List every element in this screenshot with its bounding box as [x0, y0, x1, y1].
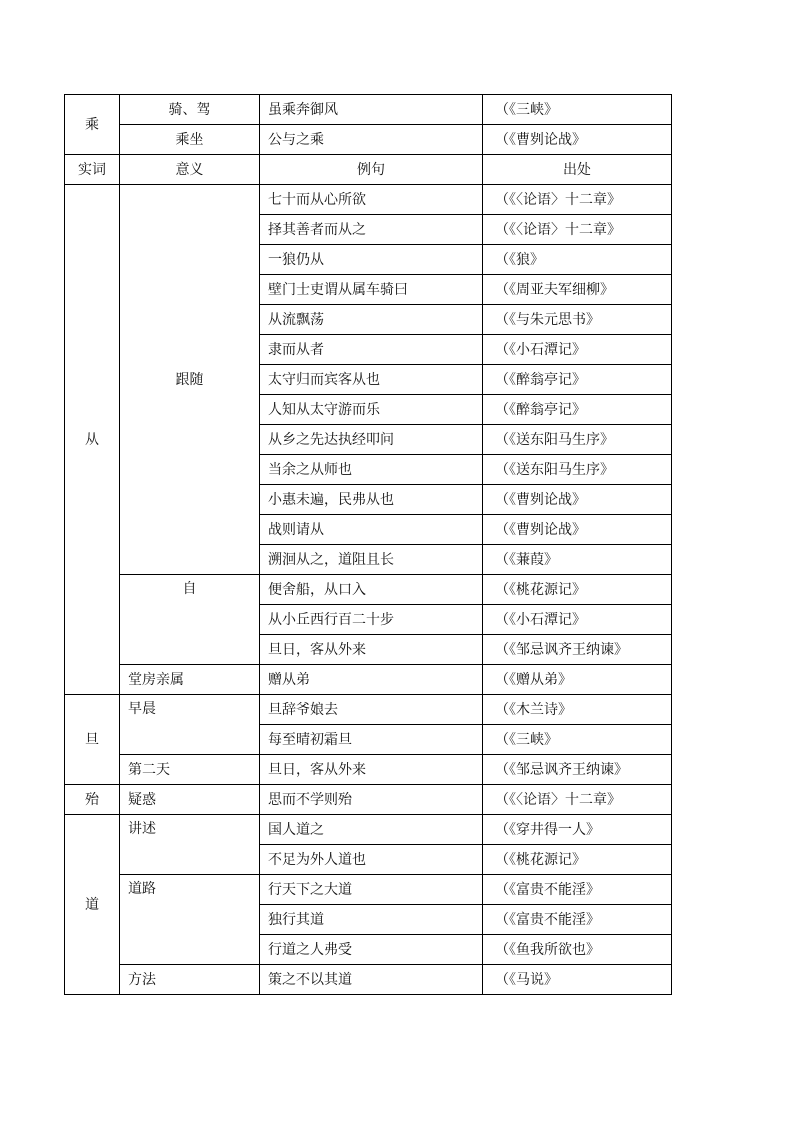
word-dao: 道	[65, 815, 120, 995]
example-cell: 行天下之大道	[260, 875, 483, 905]
meaning-cell: 疑惑	[120, 785, 260, 815]
source-cell: （《狼》	[483, 245, 672, 275]
meaning-cell: 方法	[120, 965, 260, 995]
example-cell: 七十而从心所欲	[260, 185, 483, 215]
example-cell: 战则请从	[260, 515, 483, 545]
table-row	[65, 575, 672, 605]
example-cell: 小惠未遍，民弗从也	[260, 485, 483, 515]
example-cell: 每至晴初霜旦	[260, 725, 483, 755]
meaning-cell: 自	[120, 575, 260, 665]
table-row	[65, 875, 672, 905]
source-cell: （《桃花源记》	[483, 575, 672, 605]
example-cell: 当余之从师也	[260, 455, 483, 485]
table-row	[65, 755, 672, 785]
header-source: 出处	[483, 155, 672, 185]
word-cheng: 乘	[65, 95, 120, 155]
source-cell: （《送东阳马生序》	[483, 425, 672, 455]
example-cell: 人知从太守游而乐	[260, 395, 483, 425]
source-cell: （《桃花源记》	[483, 845, 672, 875]
source-cell: （《〈论语〉十二章》	[483, 215, 672, 245]
source-cell: （《邹忌讽齐王纳谏》	[483, 635, 672, 665]
word-cong: 从	[65, 185, 120, 695]
source-cell: （《穿井得一人》	[483, 815, 672, 845]
meaning-cell: 讲述	[120, 815, 260, 875]
example-cell: 从乡之先达执经叩问	[260, 425, 483, 455]
source-cell: （《邹忌讽齐王纳谏》	[483, 755, 672, 785]
example-cell: 溯洄从之，道阻且长	[260, 545, 483, 575]
table-row	[65, 95, 672, 125]
source-cell: （《鱼我所欲也》	[483, 935, 672, 965]
example-cell: 公与之乘	[260, 125, 483, 155]
meaning-cell: 第二天	[120, 755, 260, 785]
example-cell: 旦日，客从外来	[260, 635, 483, 665]
example-cell: 从小丘西行百二十步	[260, 605, 483, 635]
source-cell: （《醉翁亭记》	[483, 365, 672, 395]
header-meaning: 意义	[120, 155, 260, 185]
word-dan: 旦	[65, 695, 120, 785]
example-cell: 国人道之	[260, 815, 483, 845]
example-cell: 行道之人弗受	[260, 935, 483, 965]
example-cell: 旦日，客从外来	[260, 755, 483, 785]
meaning-cell: 堂房亲属	[120, 665, 260, 695]
example-cell: 旦辞爷娘去	[260, 695, 483, 725]
example-cell: 策之不以其道	[260, 965, 483, 995]
meaning-cell: 早晨	[120, 695, 260, 755]
source-cell: （《马说》	[483, 965, 672, 995]
word-dai: 殆	[65, 785, 120, 815]
meaning-cell: 乘坐	[120, 125, 260, 155]
vocab-table	[64, 94, 672, 995]
table-row	[65, 185, 672, 215]
example-cell: 虽乘奔御风	[260, 95, 483, 125]
table-row	[65, 695, 672, 725]
source-cell: （《蒹葭》	[483, 545, 672, 575]
source-cell: （《赠从弟》	[483, 665, 672, 695]
example-cell: 便舍船，从口入	[260, 575, 483, 605]
source-cell: （《与朱元思书》	[483, 305, 672, 335]
header-example: 例句	[260, 155, 483, 185]
table-row	[65, 965, 672, 995]
example-cell: 思而不学则殆	[260, 785, 483, 815]
table-row	[65, 125, 672, 155]
example-cell: 独行其道	[260, 905, 483, 935]
source-cell: （《富贵不能淫》	[483, 905, 672, 935]
header-row	[65, 155, 672, 185]
source-cell: （《〈论语〉十二章》	[483, 785, 672, 815]
example-cell: 择其善者而从之	[260, 215, 483, 245]
source-cell: （《小石潭记》	[483, 605, 672, 635]
example-cell: 壁门士吏谓从属车骑曰	[260, 275, 483, 305]
table-row	[65, 665, 672, 695]
meaning-cell: 骑、驾	[120, 95, 260, 125]
source-cell: （《三峡》	[483, 95, 672, 125]
table-row	[65, 815, 672, 845]
source-cell: （《三峡》	[483, 725, 672, 755]
example-cell: 太守归而宾客从也	[260, 365, 483, 395]
source-cell: （《曹刿论战》	[483, 515, 672, 545]
meaning-cell: 道路	[120, 875, 260, 965]
example-cell: 隶而从者	[260, 335, 483, 365]
example-cell: 赠从弟	[260, 665, 483, 695]
source-cell: （《送东阳马生序》	[483, 455, 672, 485]
source-cell: （《小石潭记》	[483, 335, 672, 365]
example-cell: 一狼仍从	[260, 245, 483, 275]
source-cell: （《木兰诗》	[483, 695, 672, 725]
source-cell: （《曹刿论战》	[483, 125, 672, 155]
source-cell: （《〈论语〉十二章》	[483, 185, 672, 215]
source-cell: （《曹刿论战》	[483, 485, 672, 515]
example-cell: 不足为外人道也	[260, 845, 483, 875]
source-cell: （《醉翁亭记》	[483, 395, 672, 425]
source-cell: （《富贵不能淫》	[483, 875, 672, 905]
source-cell: （《周亚夫军细柳》	[483, 275, 672, 305]
header-word: 实词	[65, 155, 120, 185]
table-row	[65, 785, 672, 815]
meaning-cell: 跟随	[120, 185, 260, 575]
example-cell: 从流飘荡	[260, 305, 483, 335]
